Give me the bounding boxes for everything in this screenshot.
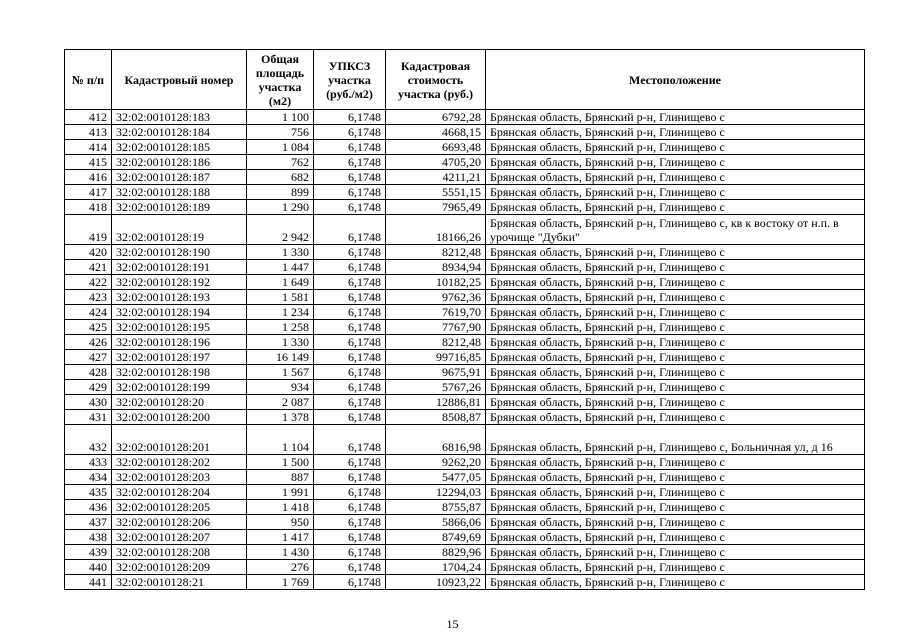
upksz-cell: 6,1748 — [314, 335, 386, 350]
upksz-cell: 6,1748 — [314, 365, 386, 380]
cadastral-number-cell: 32:02:0010128:198 — [112, 365, 247, 380]
upksz-cell: 6,1748 — [314, 215, 386, 245]
area-cell: 2 942 — [247, 215, 314, 245]
cadastral-number-cell: 32:02:0010128:188 — [112, 185, 247, 200]
table-row — [65, 125, 865, 140]
cadastral-number-cell: 32:02:0010128:207 — [112, 530, 247, 545]
upksz-cell: 6,1748 — [314, 155, 386, 170]
area-cell: 1 330 — [247, 245, 314, 260]
cadastral-number-cell: 32:02:0010128:208 — [112, 545, 247, 560]
upksz-cell: 6,1748 — [314, 500, 386, 515]
table-row — [65, 425, 865, 455]
area-cell: 682 — [247, 170, 314, 185]
row-number-cell: 431 — [65, 410, 112, 425]
table-row — [65, 335, 865, 350]
table-row — [65, 380, 865, 395]
location-cell: Брянская область, Брянский р-н, Глинищево с — [486, 350, 865, 365]
table-row — [65, 545, 865, 560]
location-cell: Брянская область, Брянский р-н, Глинищево с — [486, 335, 865, 350]
cadastral-number-cell: 32:02:0010128:187 — [112, 170, 247, 185]
row-number-cell: 434 — [65, 470, 112, 485]
cadastral-value-cell: 5477,05 — [386, 470, 486, 485]
table-row — [65, 185, 865, 200]
area-cell: 1 100 — [247, 110, 314, 125]
cadastral-number-cell: 32:02:0010128:209 — [112, 560, 247, 575]
cadastral-value-cell: 6792,28 — [386, 110, 486, 125]
area-cell: 899 — [247, 185, 314, 200]
upksz-cell: 6,1748 — [314, 350, 386, 365]
location-cell: Брянская область, Брянский р-н, Глинищево с — [486, 245, 865, 260]
table-row — [65, 305, 865, 320]
area-cell: 1 991 — [247, 485, 314, 500]
cadastral-number-cell: 32:02:0010128:197 — [112, 350, 247, 365]
table-row — [65, 275, 865, 290]
row-number-cell: 425 — [65, 320, 112, 335]
row-number-cell: 430 — [65, 395, 112, 410]
location-cell: Брянская область, Брянский р-н, Глинищево с — [486, 395, 865, 410]
cadastral-number-cell: 32:02:0010128:20 — [112, 395, 247, 410]
upksz-cell: 6,1748 — [314, 305, 386, 320]
upksz-cell: 6,1748 — [314, 380, 386, 395]
upksz-cell: 6,1748 — [314, 260, 386, 275]
row-number-cell: 417 — [65, 185, 112, 200]
cadastral-number-cell: 32:02:0010128:204 — [112, 485, 247, 500]
area-cell: 2 087 — [247, 395, 314, 410]
table-row — [65, 470, 865, 485]
page-number: 15 — [446, 617, 459, 631]
location-cell: Брянская область, Брянский р-н, Глинищево с — [486, 530, 865, 545]
row-number-cell: 420 — [65, 245, 112, 260]
row-number-cell: 437 — [65, 515, 112, 530]
cadastral-number-cell: 32:02:0010128:203 — [112, 470, 247, 485]
cadastral-number-cell: 32:02:0010128:184 — [112, 125, 247, 140]
row-number-cell: 418 — [65, 200, 112, 215]
upksz-cell: 6,1748 — [314, 320, 386, 335]
cadastral-value-cell: 5551,15 — [386, 185, 486, 200]
upksz-cell: 6,1748 — [314, 200, 386, 215]
row-number-cell: 419 — [65, 215, 112, 245]
row-number-cell: 421 — [65, 260, 112, 275]
area-cell: 1 330 — [247, 335, 314, 350]
area-cell: 887 — [247, 470, 314, 485]
table-row — [65, 410, 865, 425]
cadastral-value-cell: 4705,20 — [386, 155, 486, 170]
table-row — [65, 245, 865, 260]
cadastral-value-cell: 7767,90 — [386, 320, 486, 335]
table-row — [65, 320, 865, 335]
area-cell: 1 430 — [247, 545, 314, 560]
cadastral-value-cell: 8755,87 — [386, 500, 486, 515]
area-cell: 1 378 — [247, 410, 314, 425]
area-cell: 756 — [247, 125, 314, 140]
cadastral-value-cell: 5767,26 — [386, 380, 486, 395]
location-cell: Брянская область, Брянский р-н, Глинищево с — [486, 110, 865, 125]
area-cell: 1 084 — [247, 140, 314, 155]
cadastral-number-cell: 32:02:0010128:196 — [112, 335, 247, 350]
location-cell: Брянская область, Брянский р-н, Глинищево с — [486, 560, 865, 575]
area-cell: 1 567 — [247, 365, 314, 380]
cadastral-value-cell: 8508,87 — [386, 410, 486, 425]
row-number-cell: 427 — [65, 350, 112, 365]
row-number-cell: 433 — [65, 455, 112, 470]
upksz-cell: 6,1748 — [314, 125, 386, 140]
cadastral-number-cell: 32:02:0010128:183 — [112, 110, 247, 125]
header-num: № п/п — [65, 50, 112, 110]
row-number-cell: 429 — [65, 380, 112, 395]
upksz-cell: 6,1748 — [314, 290, 386, 305]
cadastral-value-cell: 9675,91 — [386, 365, 486, 380]
row-number-cell: 416 — [65, 170, 112, 185]
upksz-cell: 6,1748 — [314, 530, 386, 545]
table-row — [65, 455, 865, 470]
location-cell: Брянская область, Брянский р-н, Глинищево с — [486, 470, 865, 485]
table-row — [65, 560, 865, 575]
cadastral-number-cell: 32:02:0010128:21 — [112, 575, 247, 590]
upksz-cell: 6,1748 — [314, 575, 386, 590]
upksz-cell: 6,1748 — [314, 170, 386, 185]
row-number-cell: 424 — [65, 305, 112, 320]
location-cell: Брянская область, Брянский р-н, Глинищево с — [486, 500, 865, 515]
area-cell: 950 — [247, 515, 314, 530]
upksz-cell: 6,1748 — [314, 515, 386, 530]
area-cell: 1 769 — [247, 575, 314, 590]
area-cell: 1 447 — [247, 260, 314, 275]
location-cell: Брянская область, Брянский р-н, Глинищево с — [486, 575, 865, 590]
cadastral-number-cell: 32:02:0010128:202 — [112, 455, 247, 470]
location-cell: Брянская область, Брянский р-н, Глинищево с — [486, 290, 865, 305]
table-row — [65, 140, 865, 155]
table-row — [65, 530, 865, 545]
cadastral-value-cell: 18166,26 — [386, 215, 486, 245]
cadastral-value-cell: 6816,98 — [386, 425, 486, 455]
table-row — [65, 485, 865, 500]
row-number-cell: 413 — [65, 125, 112, 140]
cadastral-value-cell: 12886,81 — [386, 395, 486, 410]
cadastral-value-cell: 6693,48 — [386, 140, 486, 155]
cadastral-value-cell: 8212,48 — [386, 245, 486, 260]
area-cell: 1 104 — [247, 425, 314, 455]
cadastral-number-cell: 32:02:0010128:192 — [112, 275, 247, 290]
cadastral-value-cell: 7965,49 — [386, 200, 486, 215]
cadastral-number-cell: 32:02:0010128:201 — [112, 425, 247, 455]
table-row — [65, 260, 865, 275]
table-row — [65, 290, 865, 305]
cadastral-number-cell: 32:02:0010128:190 — [112, 245, 247, 260]
row-number-cell: 426 — [65, 335, 112, 350]
location-cell: Брянская область, Брянский р-н, Глинищево с — [486, 410, 865, 425]
upksz-cell: 6,1748 — [314, 485, 386, 500]
location-cell: Брянская область, Брянский р-н, Глинищево с, кв к востоку от н.п. в урочище "Дубки" — [486, 215, 865, 245]
cadastral-number-cell: 32:02:0010128:193 — [112, 290, 247, 305]
location-cell: Брянская область, Брянский р-н, Глинищево с — [486, 275, 865, 290]
upksz-cell: 6,1748 — [314, 455, 386, 470]
location-cell: Брянская область, Брянский р-н, Глинищево с — [486, 260, 865, 275]
cadastral-value-cell: 9262,20 — [386, 455, 486, 470]
cadastral-value-cell: 12294,03 — [386, 485, 486, 500]
upksz-cell: 6,1748 — [314, 560, 386, 575]
upksz-cell: 6,1748 — [314, 140, 386, 155]
row-number-cell: 412 — [65, 110, 112, 125]
area-cell: 1 258 — [247, 320, 314, 335]
table-row — [65, 515, 865, 530]
header-cadastral-number: Кадастровый номер — [112, 50, 247, 110]
cadastral-number-cell: 32:02:0010128:186 — [112, 155, 247, 170]
area-cell: 1 234 — [247, 305, 314, 320]
location-cell: Брянская область, Брянский р-н, Глинищево с — [486, 200, 865, 215]
cadastral-number-cell: 32:02:0010128:205 — [112, 500, 247, 515]
cadastral-value-cell: 8212,48 — [386, 335, 486, 350]
area-cell: 16 149 — [247, 350, 314, 365]
location-cell: Брянская область, Брянский р-н, Глинищево с — [486, 380, 865, 395]
location-cell: Брянская область, Брянский р-н, Глинищево с — [486, 140, 865, 155]
cadastral-number-cell: 32:02:0010128:194 — [112, 305, 247, 320]
upksz-cell: 6,1748 — [314, 545, 386, 560]
table-row — [65, 500, 865, 515]
table-row — [65, 200, 865, 215]
table-body — [65, 110, 865, 590]
upksz-cell: 6,1748 — [314, 470, 386, 485]
header-location: Местоположение — [486, 50, 865, 110]
cadastral-number-cell: 32:02:0010128:199 — [112, 380, 247, 395]
cadastral-number-cell: 32:02:0010128:189 — [112, 200, 247, 215]
table-row — [65, 155, 865, 170]
row-number-cell: 422 — [65, 275, 112, 290]
row-number-cell: 414 — [65, 140, 112, 155]
upksz-cell: 6,1748 — [314, 185, 386, 200]
cadastral-number-cell: 32:02:0010128:191 — [112, 260, 247, 275]
table-row — [65, 170, 865, 185]
cadastral-value-cell: 8934,94 — [386, 260, 486, 275]
row-number-cell: 423 — [65, 290, 112, 305]
row-number-cell: 415 — [65, 155, 112, 170]
upksz-cell: 6,1748 — [314, 425, 386, 455]
area-cell: 762 — [247, 155, 314, 170]
cadastral-value-cell: 5866,06 — [386, 515, 486, 530]
row-number-cell: 432 — [65, 425, 112, 455]
cadastral-number-cell: 32:02:0010128:200 — [112, 410, 247, 425]
row-number-cell: 441 — [65, 575, 112, 590]
location-cell: Брянская область, Брянский р-н, Глинищево с — [486, 455, 865, 470]
location-cell: Брянская область, Брянский р-н, Глинищево с — [486, 320, 865, 335]
row-number-cell: 439 — [65, 545, 112, 560]
row-number-cell: 435 — [65, 485, 112, 500]
location-cell: Брянская область, Брянский р-н, Глинищево с — [486, 185, 865, 200]
table-row — [65, 350, 865, 365]
cadastral-value-cell: 9762,36 — [386, 290, 486, 305]
location-cell: Брянская область, Брянский р-н, Глинищево с — [486, 485, 865, 500]
upksz-cell: 6,1748 — [314, 275, 386, 290]
cadastral-number-cell: 32:02:0010128:185 — [112, 140, 247, 155]
area-cell: 1 417 — [247, 530, 314, 545]
table-row — [65, 575, 865, 590]
table-row — [65, 395, 865, 410]
location-cell: Брянская область, Брянский р-н, Глинищево с — [486, 155, 865, 170]
table-row — [65, 110, 865, 125]
cadastral-value-cell: 10923,22 — [386, 575, 486, 590]
location-cell: Брянская область, Брянский р-н, Глинищево с — [486, 545, 865, 560]
table-row — [65, 215, 865, 245]
upksz-cell: 6,1748 — [314, 245, 386, 260]
cadastral-value-cell: 99716,85 — [386, 350, 486, 365]
cadastral-value-cell: 10182,25 — [386, 275, 486, 290]
header-upksz: УПКСЗ участка (руб./м2) — [314, 50, 386, 110]
row-number-cell: 428 — [65, 365, 112, 380]
row-number-cell: 438 — [65, 530, 112, 545]
cadastral-number-cell: 32:02:0010128:19 — [112, 215, 247, 245]
area-cell: 1 500 — [247, 455, 314, 470]
header-cadastral-value: Кадастровая стоимость участка (руб.) — [386, 50, 486, 110]
cadastral-value-cell: 7619,70 — [386, 305, 486, 320]
area-cell: 1 581 — [247, 290, 314, 305]
upksz-cell: 6,1748 — [314, 410, 386, 425]
cadastral-value-cell: 4211,21 — [386, 170, 486, 185]
cadastral-value-cell: 8829,96 — [386, 545, 486, 560]
cadastral-number-cell: 32:02:0010128:206 — [112, 515, 247, 530]
upksz-cell: 6,1748 — [314, 110, 386, 125]
area-cell: 276 — [247, 560, 314, 575]
location-cell: Брянская область, Брянский р-н, Глинищево с, Больничная ул, д 16 — [486, 425, 865, 455]
location-cell: Брянская область, Брянский р-н, Глинищево с — [486, 170, 865, 185]
cadastral-value-cell: 1704,24 — [386, 560, 486, 575]
header-area: Общая площадь участка (м2) — [247, 50, 314, 110]
row-number-cell: 436 — [65, 500, 112, 515]
area-cell: 1 418 — [247, 500, 314, 515]
location-cell: Брянская область, Брянский р-н, Глинищево с — [486, 305, 865, 320]
upksz-cell: 6,1748 — [314, 395, 386, 410]
area-cell: 1 290 — [247, 200, 314, 215]
cadastral-value-cell: 8749,69 — [386, 530, 486, 545]
row-number-cell: 440 — [65, 560, 112, 575]
location-cell: Брянская область, Брянский р-н, Глинищево с — [486, 125, 865, 140]
cadastral-table — [64, 49, 865, 590]
area-cell: 934 — [247, 380, 314, 395]
table-header-row — [65, 50, 865, 110]
location-cell: Брянская область, Брянский р-н, Глинищево с — [486, 365, 865, 380]
area-cell: 1 649 — [247, 275, 314, 290]
table-row — [65, 365, 865, 380]
cadastral-value-cell: 4668,15 — [386, 125, 486, 140]
cadastral-number-cell: 32:02:0010128:195 — [112, 320, 247, 335]
location-cell: Брянская область, Брянский р-н, Глинищево с — [486, 515, 865, 530]
